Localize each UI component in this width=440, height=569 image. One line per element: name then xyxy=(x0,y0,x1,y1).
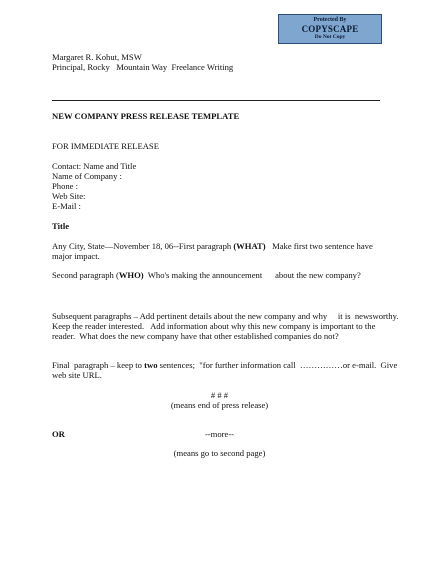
paragraph-what-lead: Any City, State—November 18, 06--First paragraph xyxy=(52,241,234,251)
paragraph-subsequent-line1: Subsequent paragraphs – Add pertinent details about the new company and why it is newsworthy. xyxy=(52,311,399,321)
paragraph-who-tail: Who's making the announcement about the new company? xyxy=(143,270,361,280)
paragraph-final-two: two xyxy=(144,360,158,370)
paragraph-final-line2: web site URL. xyxy=(52,370,102,380)
contact-company-line: Name of Company : xyxy=(52,171,122,181)
copyscape-badge[interactable] xyxy=(278,14,382,44)
paragraph-what xyxy=(52,241,387,251)
more-marker: --more-- xyxy=(204,429,235,439)
paragraph-who xyxy=(52,270,387,280)
header-divider xyxy=(52,100,380,101)
contact-phone-line: Phone : xyxy=(52,181,79,191)
template-title: NEW COMPANY PRESS RELEASE TEMPLATE xyxy=(52,111,240,121)
paragraph-what-label: (WHAT) xyxy=(233,241,266,251)
paragraph-final-lead: Final paragraph – keep to xyxy=(52,360,145,370)
release-line: FOR IMMEDIATE RELEASE xyxy=(52,141,159,151)
contact-name-line: Contact: Name and Title xyxy=(52,161,137,171)
contact-email-line: E-Mail : xyxy=(52,201,81,211)
badge-line-do-not-copy: Do Not Copy xyxy=(314,34,346,40)
paragraph-final xyxy=(52,360,398,370)
paragraph-subsequent-line2: Keep the reader interested. Add information about why this new company is important to the xyxy=(52,321,376,331)
contact-website-line: Web Site: xyxy=(52,191,86,201)
or-label: OR xyxy=(52,429,65,439)
paragraph-final-tail: sentences; "for further information call ……………or e-mail. Give xyxy=(157,360,398,370)
end-hashes: # # # xyxy=(210,390,229,400)
badge-line-protected: Protected By xyxy=(313,17,347,23)
paragraph-who-lead: Second paragraph ( xyxy=(52,270,119,280)
title-label: Title xyxy=(52,221,70,231)
badge-line-copyscape: COPYSCAPE xyxy=(301,24,359,34)
paragraph-what-tail: Make first two sentence have xyxy=(265,241,373,251)
author-name: Margaret R. Kohut, MSW xyxy=(52,52,142,62)
more-marker-note: (means go to second page) xyxy=(173,448,266,458)
paragraph-what-line2: major impact. xyxy=(52,251,100,261)
paragraph-subsequent-line3: reader. What does the new company have that other established companies do not? xyxy=(52,331,339,341)
author-role: Principal, Rocky Mountain Way Freelance Writing xyxy=(52,62,234,72)
end-hashes-note: (means end of press release) xyxy=(170,400,269,410)
paragraph-who-label: WHO) xyxy=(118,270,144,280)
